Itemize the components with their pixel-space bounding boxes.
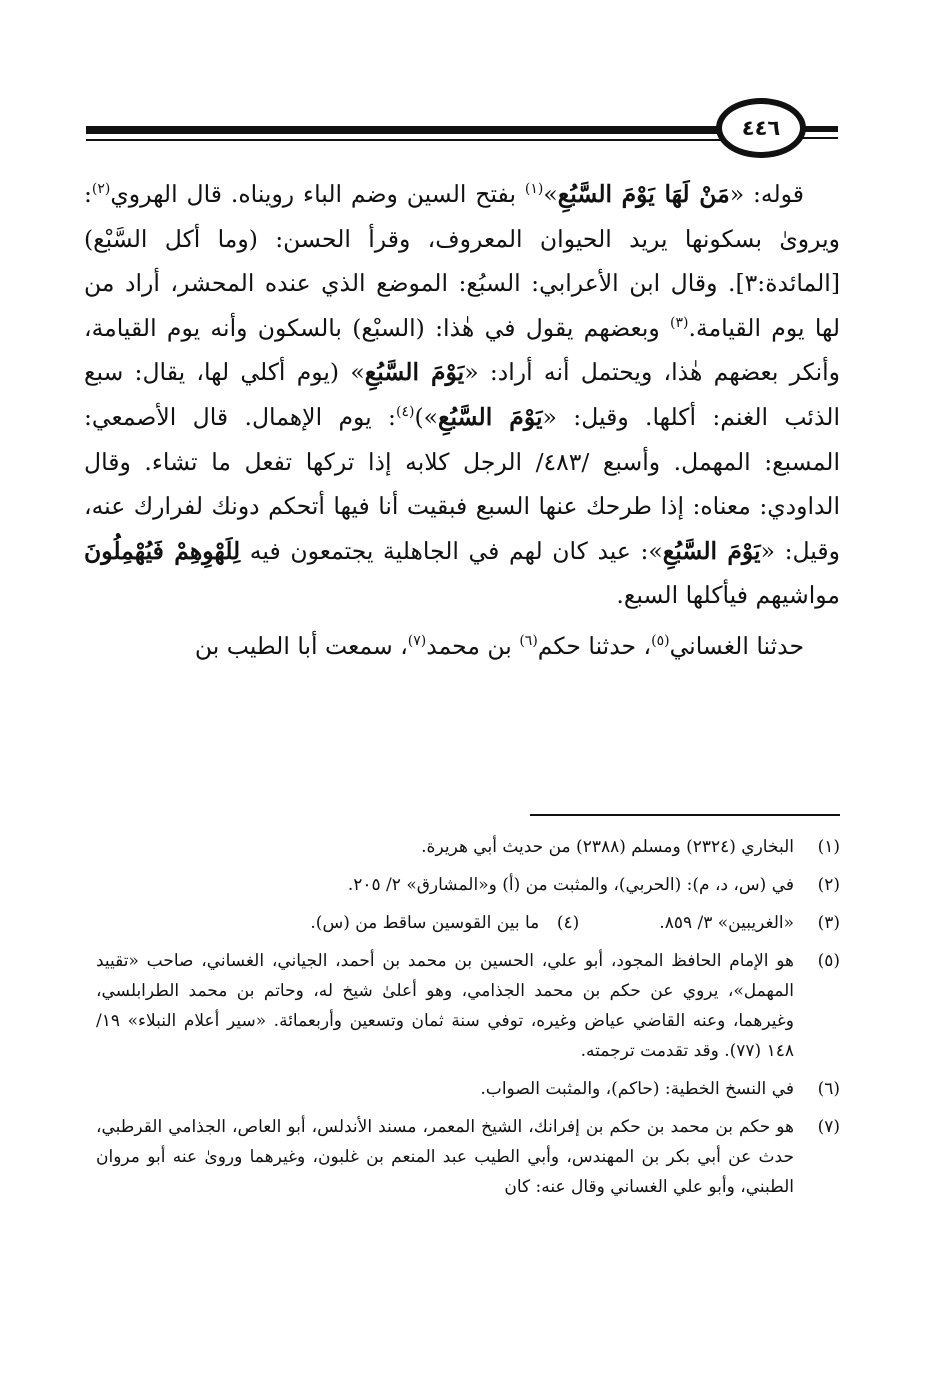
- text-run: بفتح السين وضم الباء رويناه. قال الهروي: [110, 180, 525, 208]
- header-rule-thick: [86, 126, 726, 134]
- footnote-5: [96, 946, 840, 1066]
- paragraph-isnad: [84, 624, 840, 669]
- text-run: ، حدثنا حكم: [537, 631, 652, 660]
- footnote-number: (٧): [817, 1117, 840, 1137]
- header-rule-thin: [86, 139, 726, 141]
- footnote-ref: (١): [524, 181, 544, 198]
- footnote-3-4-row: [96, 908, 840, 938]
- footnote-text: هو الإمام الحافظ المجود، أبو علي، الحسين بن محمد بن أحمد، الجياني، الغساني، صاحب «تقييد المهمل»، يروي عن حكم بن محمد الجذامي، وهو أعلىٰ شيخ له، وحاتم بن محمد الطرابلسي، وغيرهما، وعنه القاضي عياض وغيره، توفي سنة ثمان وتسعين وأربعمائة. «سير أعلام النبلاء» ١٩/ ١٤٨ (٧٧). وقد تقدمت ترجمته.: [96, 951, 794, 1061]
- footnote-number: (٢): [817, 875, 840, 895]
- text-run: »: عيد كان لهم في الجاهلية يجتمعون فيه: [240, 536, 663, 565]
- footnote-ref: (٣): [670, 314, 689, 331]
- footnote-separator: [530, 814, 840, 816]
- hadith-quote: مَنْ لَهَا يَوْمَ السَّبُعِ: [557, 180, 730, 208]
- footnote-7: [96, 1112, 840, 1202]
- footnote-number: (٦): [817, 1079, 840, 1099]
- text-run: ، سمعت أبا الطيب بن: [194, 631, 408, 660]
- footnote-ref: (٦): [519, 633, 538, 650]
- footnote-ref: (٤): [395, 404, 415, 421]
- hadith-quote: يَوْمَ السَّبُعِ: [364, 358, 465, 387]
- footnote-text: في (س، د، م): (الحربي)، والمثبت من (أ) و«المشارق» ٢/ ٢٠٥.: [347, 875, 794, 895]
- page-header: [0, 0, 946, 170]
- page-number: ٤٤٦: [716, 98, 806, 158]
- hadith-quote: يَوْمَ السَّبُعِ: [437, 402, 543, 431]
- text-run: وبعضهم يقول في هٰذا: (السبْع) بالسكون وأنه يوم القيامة، وأنكر بعضهم هٰذا، ويحتمل أنه أراد: «: [84, 313, 840, 387]
- footnote-ref: (٢): [91, 181, 111, 198]
- footnote-1: [96, 832, 840, 862]
- main-text: [84, 172, 840, 669]
- footnote-4: [310, 908, 579, 938]
- text-run: »): [414, 402, 438, 431]
- footnote-number: (٥): [817, 951, 840, 971]
- footnote-ref: (٥): [651, 633, 670, 650]
- footnote-text: «الغريبين» ٣/ ٨٥٩.: [659, 913, 794, 933]
- footnote-ref: (٧): [407, 633, 427, 650]
- paragraph-commentary: [84, 172, 840, 618]
- header-rule-tail-thin: [800, 137, 838, 139]
- text-run: بن محمد: [426, 631, 520, 660]
- footnote-text: ما بين القوسين ساقط من (س).: [310, 913, 540, 933]
- text-run: : ويروىٰ بسكونها يريد الحيوان المعروف، وقرأ الحسن: (وما أكل السَّبْع) [المائدة:٣]. وقال ابن الأعرابي: السبُع: الموضع الذي عنده المحشر، أراد من لها يوم القيامة.: [84, 180, 840, 342]
- footnote-6: [96, 1074, 840, 1104]
- footnotes: [96, 832, 840, 1210]
- text-run: حدثنا الغساني: [669, 631, 804, 660]
- text-run: مواشيهم فيأكلها السبع.: [616, 581, 840, 610]
- hadith-quote: يَوْمَ السَّبُعِ: [662, 536, 761, 565]
- text-run: » (يوم أكلي لها، يقال: سبع الذئب الغنم: أكلها. وقيل: «: [84, 358, 841, 431]
- footnote-text: في النسخ الخطية: (حاكم)، والمثبت الصواب.: [480, 1079, 794, 1099]
- hadith-quote: لِلَهْوِهِمْ فَيُهْمِلُونَ: [84, 536, 241, 565]
- footnote-text: هو حكم بن محمد بن حكم بن إفرانك، الشيخ المعمر، مسند الأندلس، أبو العاص، الجذامي القرطبي، حدث عن أبي بكر بن المهندس، وأبي الطيب عبد المنعم بن غلبون، وغيرهما وروىٰ عنه أبو مروان الطبني، وأبو علي الغساني وقال عنه: كان: [96, 1117, 794, 1197]
- footnote-number: (٤): [556, 913, 580, 933]
- footnote-number: (٣): [817, 913, 840, 933]
- footnote-text: البخاري (٢٣٢٤) ومسلم (٢٣٨٨) من حديث أبي هريرة.: [421, 837, 794, 857]
- text-run: »: [543, 180, 558, 208]
- text-run: قوله: «: [729, 180, 805, 208]
- footnote-2: [96, 870, 840, 900]
- text-run: : يوم الإهمال. قال الأصمعي: المسبع: المهمل. وأسبع /٤٨٣/ الرجل كلابه إذا تركها تفعل ما تشاء. وقال الداودي: معناه: إذا طرحك عنها السبع فبقيت أنا فيها أتحكم دونك لفرارك عنه، وقيل: «: [84, 402, 840, 565]
- footnote-number: (١): [817, 837, 840, 857]
